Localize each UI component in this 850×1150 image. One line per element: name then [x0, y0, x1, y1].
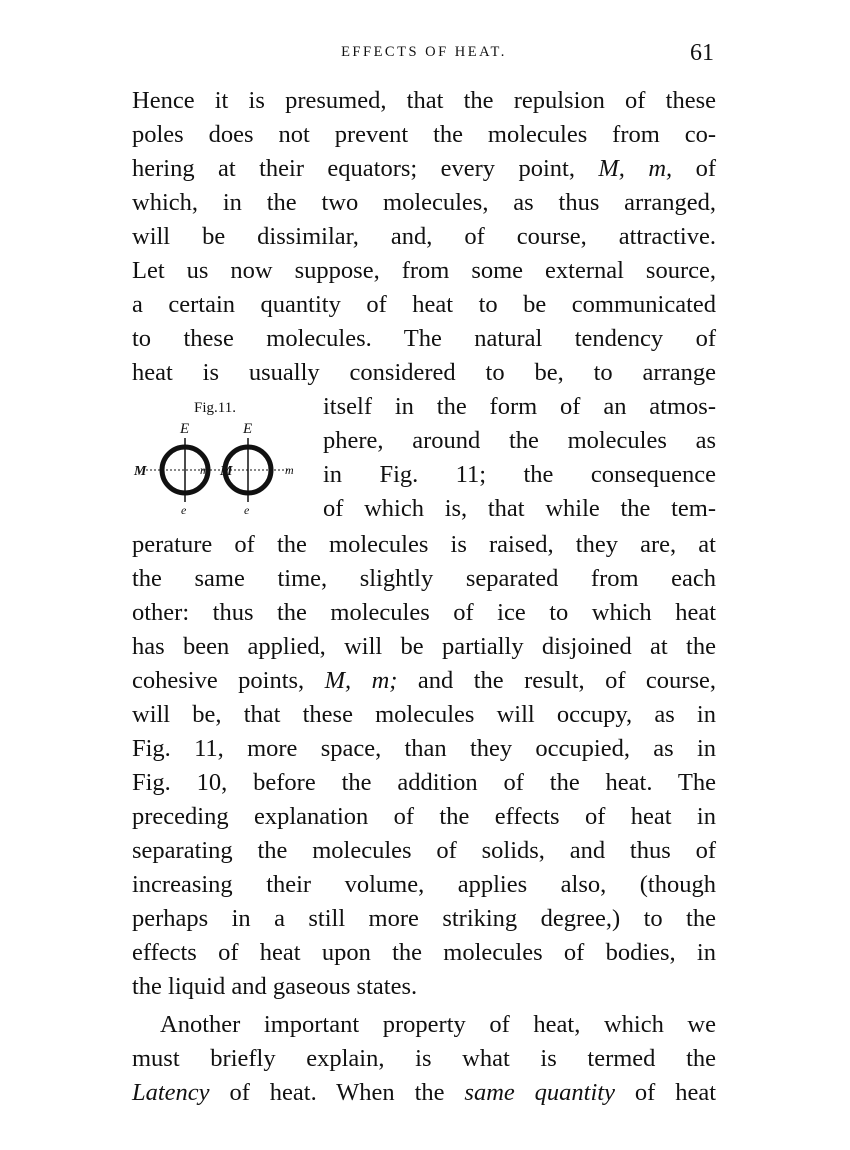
text-line: must briefly explain, is what is termed the	[132, 1045, 716, 1072]
text-line: in Fig. 11; the consequence	[323, 461, 716, 488]
label-m-right: m	[285, 463, 294, 477]
label-e-left: e	[181, 503, 187, 517]
text-line: heat is usually considered to be, to arrange	[132, 359, 716, 386]
page-number: 61	[690, 40, 714, 66]
running-head: EFFECTS OF HEAT.	[341, 44, 507, 60]
text-line: separating the molecules of solids, and thus of	[132, 837, 716, 864]
text-line: itself in the form of an atmos-	[323, 393, 716, 420]
text-line: the liquid and gaseous states.	[132, 973, 418, 1000]
molecule-diagram	[128, 396, 318, 521]
text-line: Let us now suppose, from some external source,	[132, 257, 716, 284]
text-line: will be dissimilar, and, of course, attractive.	[132, 223, 716, 250]
text-line: Fig. 11, more space, than they occupied, as in	[132, 735, 716, 762]
text-line: will be, that these molecules will occupy, as in	[132, 701, 716, 728]
text-line: perature of the molecules is raised, they are, at	[132, 531, 716, 558]
text-line: effects of heat upon the molecules of bodies, in	[132, 939, 716, 966]
text-line: a certain quantity of heat to be communicated	[132, 291, 716, 318]
text-line: the same time, slightly separated from each	[132, 565, 716, 592]
text-line: which, in the two molecules, as thus arranged,	[132, 189, 716, 216]
label-M-left: M	[134, 464, 147, 479]
label-E-right: E	[243, 421, 253, 437]
text-line: phere, around the molecules as	[323, 427, 716, 454]
text-line: Hence it is presumed, that the repulsion of these	[132, 87, 716, 114]
text-line: perhaps in a still more striking degree,) to the	[132, 905, 716, 932]
label-m-left: m	[200, 463, 209, 477]
italic-text: M, m,	[598, 155, 673, 182]
text-line: preceding explanation of the effects of heat in	[132, 803, 716, 830]
text-line: cohesive points, M, m; and the result, of course,	[132, 667, 716, 694]
label-E-left: E	[180, 421, 190, 437]
text-line: increasing their volume, applies also, (though	[132, 871, 716, 898]
figure-11	[128, 396, 318, 521]
label-M-right: M	[220, 464, 233, 479]
italic-text: Latency	[132, 1079, 210, 1106]
text-line: has been applied, will be partially disjoined at the	[132, 633, 716, 660]
text-line: hering at their equators; every point, M, m, of	[132, 155, 716, 182]
text-line: other: thus the molecules of ice to which heat	[132, 599, 716, 626]
text-line: Latency of heat. When the same quantity of heat	[132, 1079, 717, 1106]
text-line: Another important property of heat, which we	[160, 1011, 716, 1038]
page-header	[132, 40, 716, 74]
text-line: Fig. 10, before the addition of the heat. The	[132, 769, 716, 796]
italic-text: M, m;	[324, 667, 398, 694]
figure-caption: Fig.11.	[194, 400, 236, 416]
italic-text: same quantity	[464, 1079, 615, 1106]
text-line: to these molecules. The natural tendency of	[132, 325, 716, 352]
text-line: poles does not prevent the molecules from co-	[132, 121, 716, 148]
label-e-right: e	[244, 503, 250, 517]
text-line: of which is, that while the tem-	[323, 495, 716, 522]
